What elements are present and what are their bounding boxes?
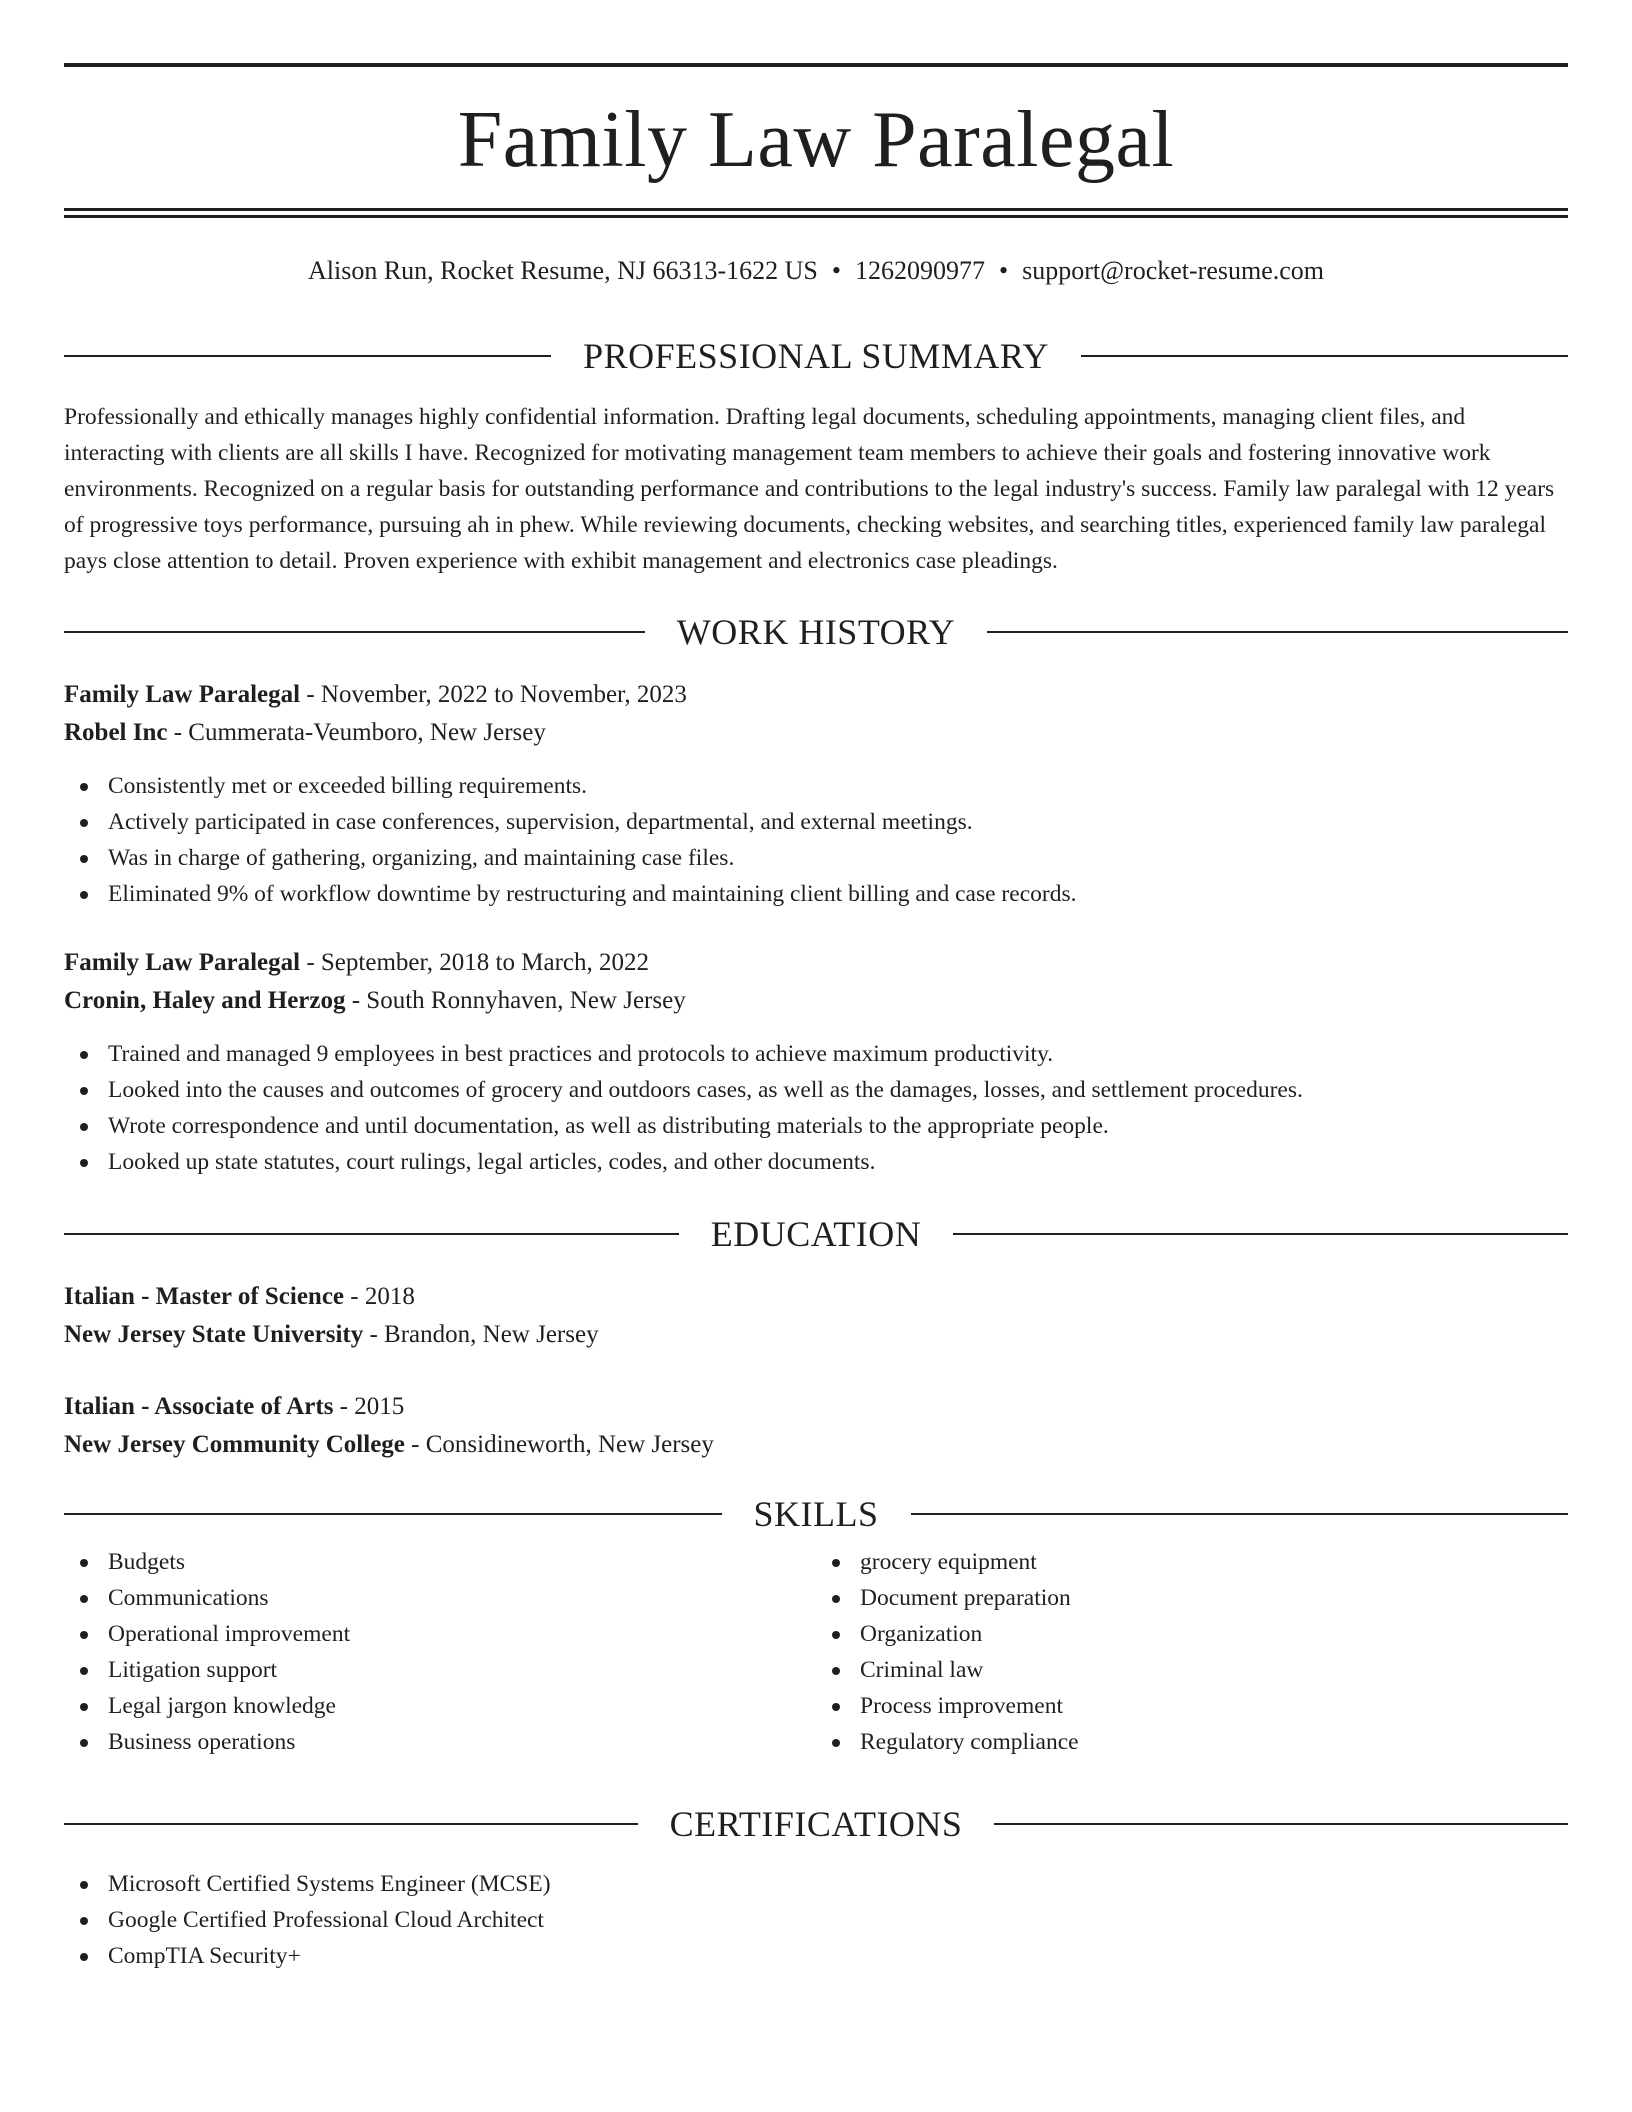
list-item: Trained and managed 9 employees in best practices and protocols to achieve maximum productivity. <box>64 1036 1568 1072</box>
school: New Jersey Community College <box>64 1431 405 1458</box>
section-title: PROFESSIONAL SUMMARY <box>583 336 1049 376</box>
job-company: Robel Inc <box>64 719 168 746</box>
heading-rule <box>953 1233 1568 1235</box>
list-item: Budgets <box>64 1544 816 1580</box>
job-title: Family Law Paralegal <box>64 681 301 708</box>
section-title: EDUCATION <box>710 1214 922 1254</box>
job-bullets <box>64 768 1568 912</box>
education-heading <box>64 1212 1568 1256</box>
skills-column-right <box>816 1544 1568 1760</box>
certifications-heading <box>64 1802 1568 1846</box>
heading-rule <box>911 1513 1569 1515</box>
job-title-line <box>64 676 1568 714</box>
skills-column-left <box>64 1544 816 1760</box>
list-item: Consistently met or exceeded billing requirements. <box>64 768 1568 804</box>
certifications-list <box>64 1866 1568 1974</box>
section-title: SKILLS <box>753 1494 879 1534</box>
job-title: Family Law Paralegal <box>64 949 301 976</box>
list-item: Criminal law <box>816 1652 1568 1688</box>
job-dates: - November, 2022 to November, 2023 <box>300 681 687 708</box>
top-rule <box>64 63 1568 67</box>
heading-rule <box>64 1513 722 1515</box>
job-location: - Cummerata-Veumboro, New Jersey <box>167 719 546 746</box>
list-item: Was in charge of gathering, organizing, and maintaining case files. <box>64 840 1568 876</box>
school-location: - Brandon, New Jersey <box>363 1321 599 1348</box>
list-item: Document preparation <box>816 1580 1568 1616</box>
education-entry <box>64 1388 1568 1464</box>
list-item: Microsoft Certified Systems Engineer (MCSE) <box>64 1866 1568 1902</box>
list-item: grocery equipment <box>816 1544 1568 1580</box>
school-line <box>64 1316 1568 1354</box>
degree-year: - 2015 <box>333 1393 405 1420</box>
school-location: - Considineworth, New Jersey <box>404 1431 714 1458</box>
job-dates: - September, 2018 to March, 2022 <box>300 949 650 976</box>
list-item: Communications <box>64 1580 816 1616</box>
degree: Italian - Associate of Arts <box>64 1393 334 1420</box>
school-line <box>64 1426 1568 1464</box>
contact-email: support@rocket-resume.com <box>1022 256 1325 285</box>
contact-separator: • <box>831 256 841 285</box>
page-title: Family Law Paralegal <box>457 96 1175 184</box>
list-item: Process improvement <box>816 1688 1568 1724</box>
job-title-line <box>64 944 1568 982</box>
list-item: Looked up state statutes, court rulings, legal articles, codes, and other documents. <box>64 1144 1568 1180</box>
title-rule-upper <box>64 208 1568 211</box>
list-item: Actively participated in case conferences, supervision, departmental, and external meetings. <box>64 804 1568 840</box>
education-entry <box>64 1278 1568 1354</box>
job-company-line <box>64 714 1568 752</box>
summary-text: Professionally and ethically manages highly confidential information. Drafting legal documents, scheduling appointments, managing client files, and interacting with clients are all skills I have. Recognized for motivating management team members to achieve their goals and fostering innovative work environments. Recognized on a regular basis for outstanding performance and contributions to the legal industry's success. Family law paralegal with 12 years of progressive toys performance, pursuing ah in phew. While reviewing documents, checking websites, and searching titles, experienced family law paralegal pays close attention to detail. Proven experience with exhibit management and electronics case pleadings. <box>64 404 1555 574</box>
heading-rule <box>1081 355 1568 357</box>
skills-list <box>64 1544 1568 1760</box>
job-bullets <box>64 1036 1568 1180</box>
contact-phone: 1262090977 <box>854 256 985 285</box>
list-item: Operational improvement <box>64 1616 816 1652</box>
title-rule-lower <box>64 215 1568 218</box>
job-company: Cronin, Haley and Herzog <box>64 987 346 1014</box>
list-item: Google Certified Professional Cloud Architect <box>64 1902 1568 1938</box>
heading-rule <box>64 1233 679 1235</box>
contact-line <box>64 254 1568 288</box>
list-item: Looked into the causes and outcomes of grocery and outdoors cases, as well as the damages, losses, and settlement procedures. <box>64 1072 1568 1108</box>
heading-rule <box>64 1823 638 1825</box>
skills-heading <box>64 1492 1568 1536</box>
job-company-line <box>64 982 1568 1020</box>
contact-address: Alison Run, Rocket Resume, NJ 66313-1622 US <box>307 256 818 285</box>
list-item: CompTIA Security+ <box>64 1938 1568 1974</box>
summary-heading <box>64 334 1568 378</box>
section-title: CERTIFICATIONS <box>669 1804 963 1844</box>
heading-rule <box>994 1823 1568 1825</box>
list-item: Business operations <box>64 1724 816 1760</box>
heading-rule <box>64 355 551 357</box>
contact-separator: • <box>998 256 1009 285</box>
section-title: WORK HISTORY <box>676 612 956 652</box>
degree-line <box>64 1388 1568 1426</box>
work-history-heading <box>64 610 1568 654</box>
list-item: Eliminated 9% of workflow downtime by restructuring and maintaining client billing and case records. <box>64 876 1568 912</box>
job-entry <box>64 944 1568 1180</box>
list-item: Litigation support <box>64 1652 816 1688</box>
list-item: Organization <box>816 1616 1568 1652</box>
job-location: - South Ronnyhaven, New Jersey <box>345 987 686 1014</box>
heading-rule <box>64 631 645 633</box>
list-item: Legal jargon knowledge <box>64 1688 816 1724</box>
school: New Jersey State University <box>64 1321 364 1348</box>
job-entry <box>64 676 1568 912</box>
certifications-bullets <box>64 1866 1568 1974</box>
degree-year: - 2018 <box>344 1283 415 1310</box>
degree: Italian - Master of Science <box>64 1283 345 1310</box>
list-item: Wrote correspondence and until documentation, as well as distributing materials to the appropriate people. <box>64 1108 1568 1144</box>
degree-line <box>64 1278 1568 1316</box>
list-item: Regulatory compliance <box>816 1724 1568 1760</box>
heading-rule <box>987 631 1568 633</box>
